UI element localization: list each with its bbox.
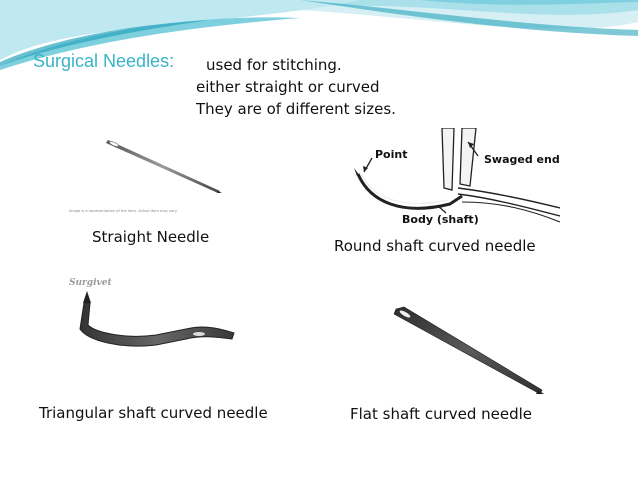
flat-shaft-needle-image xyxy=(378,300,550,400)
triangular-shaft-needle-image xyxy=(66,273,248,388)
caption-flat-shaft-needle: Flat shaft curved needle xyxy=(350,405,533,423)
straight-needle-image xyxy=(66,118,262,218)
description-line-1: used for stitching. xyxy=(206,56,342,74)
slide-heading: Surgical Needles: xyxy=(33,51,175,71)
caption-straight-needle: Straight Needle xyxy=(92,228,210,246)
description-line-3: They are of different sizes. xyxy=(196,100,396,118)
label-point: Point xyxy=(375,148,408,161)
label-body-shaft: Body (shaft) xyxy=(402,213,479,226)
straight-needle-fine-print: Image is a representation of the item. Actual item may vary. xyxy=(69,209,178,213)
description-line-2: either straight or curved xyxy=(196,78,380,96)
round-shaft-needle-diagram xyxy=(350,128,560,228)
label-swaged-end: Swaged end xyxy=(484,153,560,166)
caption-triangular-shaft-needle: Triangular shaft curved needle xyxy=(39,404,268,422)
surgivet-watermark: Surgivet xyxy=(69,278,112,288)
caption-round-shaft-needle: Round shaft curved needle xyxy=(334,237,536,255)
